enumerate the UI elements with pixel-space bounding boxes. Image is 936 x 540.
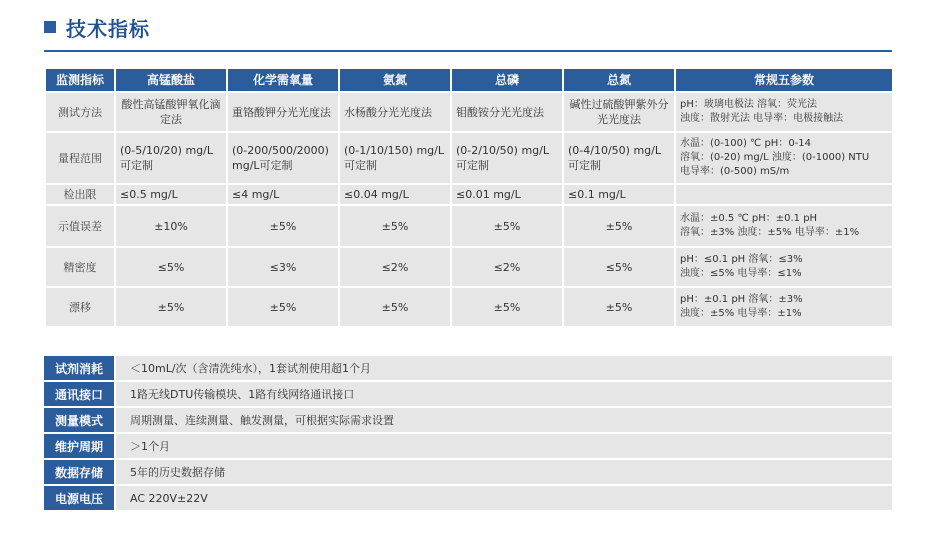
table-header-row [45,68,893,92]
table-cell: (0-4/10/50) mg/L可定制 [563,132,675,184]
info-label: 数据存储 [44,460,114,484]
table-cell: (0-200/500/2000) mg/L可定制 [227,132,339,184]
info-value: ＜10mL/次（含清洗纯水），1套试剂使用超1个月 [116,356,892,380]
table-cell: ≤5% [115,247,227,287]
table-cell: (0-2/10/50) mg/L可定制 [451,132,563,184]
table-cell-multiline [675,205,893,247]
table-cell: ±10% [115,205,227,247]
info-value: 周期测量、连续测量、触发测量，可根据实际需求设置 [116,408,892,432]
table-cell: 钼酸铵分光光度法 [451,92,563,132]
row-label: 测试方法 [45,92,115,132]
cell-line: 水温：(0-100) ℃ pH：0-14 [680,138,812,149]
header-cell: 总氮 [563,68,675,92]
cell-line: 水温：±0.5 ℃ pH：±0.1 pH [680,213,818,224]
table-row [45,205,893,247]
info-value: ＞1个月 [116,434,892,458]
table-cell: ±5% [227,205,339,247]
row-label: 量程范围 [45,132,115,184]
info-label: 通讯接口 [44,382,114,406]
table-cell: (0-5/10/20) mg/L可定制 [115,132,227,184]
table-cell-multiline [675,132,893,184]
table-row [45,132,893,184]
title-divider [44,50,892,52]
title-square-icon [44,21,56,33]
table-cell: ≤0.01 mg/L [451,184,563,205]
table-cell-empty [675,184,893,205]
info-label: 电源电压 [44,486,114,510]
table-cell: (0-1/10/150) mg/L可定制 [339,132,451,184]
cell-line: 浊度：±5% 电导率：±1% [680,308,802,319]
header-cell: 常规五参数 [675,68,893,92]
cell-line: 电导率：(0-500) mS/m [680,166,790,177]
table-cell: ±5% [563,287,675,327]
info-list [44,356,892,512]
table-cell: ≤2% [339,247,451,287]
table-cell: ≤0.1 mg/L [563,184,675,205]
table-cell: ±5% [451,287,563,327]
table-row [45,287,893,327]
table-cell-multiline [675,247,893,287]
table-cell: ±5% [115,287,227,327]
table-cell: 重铬酸钾分光光度法 [227,92,339,132]
table-cell: ≤0.04 mg/L [339,184,451,205]
table-cell: 碱性过硫酸钾紫外分光光度法 [563,92,675,132]
cell-line: 浊度：散射光法 电导率：电极接触法 [680,113,844,124]
table-cell: ≤4 mg/L [227,184,339,205]
info-label: 试剂消耗 [44,356,114,380]
info-value: 5年的历史数据存储 [116,460,892,484]
info-row-maintenance [44,434,892,458]
header-cell: 高锰酸盐 [115,68,227,92]
table-cell: ±5% [339,205,451,247]
header-cell: 氨氮 [339,68,451,92]
page-title: 技术指标 [66,16,150,41]
table-cell: ≤5% [563,247,675,287]
header-cell: 总磷 [451,68,563,92]
table-cell: ±5% [563,205,675,247]
cell-line: 浊度：≤5% 电导率：≤1% [680,268,802,279]
table-cell: ±5% [339,287,451,327]
table-cell: 酸性高锰酸钾氧化滴定法 [115,92,227,132]
info-row-mode [44,408,892,432]
section-title [44,12,150,42]
table-cell: ±5% [451,205,563,247]
table-cell: ±5% [227,287,339,327]
cell-line: 溶氧：(0-20) mg/L 浊度：(0-1000) NTU [680,152,870,163]
cell-line: 溶氧：±3% 浊度：±5% 电导率：±1% [680,227,860,238]
row-label: 漂移 [45,287,115,327]
cell-line: pH：±0.1 pH 溶氧：±3% [680,294,803,305]
table-cell: ≤0.5 mg/L [115,184,227,205]
table-row [45,92,893,132]
header-cell: 监测指标 [45,68,115,92]
table-cell: ≤3% [227,247,339,287]
row-label: 检出限 [45,184,115,205]
spec-table [44,67,894,328]
info-row-interface [44,382,892,406]
cell-line: pH：≤0.1 pH 溶氧：≤3% [680,254,803,265]
info-label: 测量模式 [44,408,114,432]
table-row [45,247,893,287]
info-label: 维护周期 [44,434,114,458]
table-cell: 水杨酸分光光度法 [339,92,451,132]
info-value: 1路无线DTU传输模块、1路有线网络通讯接口 [116,382,892,406]
table-cell-multiline [675,287,893,327]
info-row-power [44,486,892,510]
info-value: AC 220V±22V [116,486,892,510]
table-cell-multiline [675,92,893,132]
info-row-reagent [44,356,892,380]
info-row-storage [44,460,892,484]
table-row [45,184,893,205]
row-label: 示值误差 [45,205,115,247]
table-cell: ≤2% [451,247,563,287]
header-cell: 化学需氧量 [227,68,339,92]
row-label: 精密度 [45,247,115,287]
cell-line: pH：玻璃电极法 溶氧：荧光法 [680,99,818,110]
